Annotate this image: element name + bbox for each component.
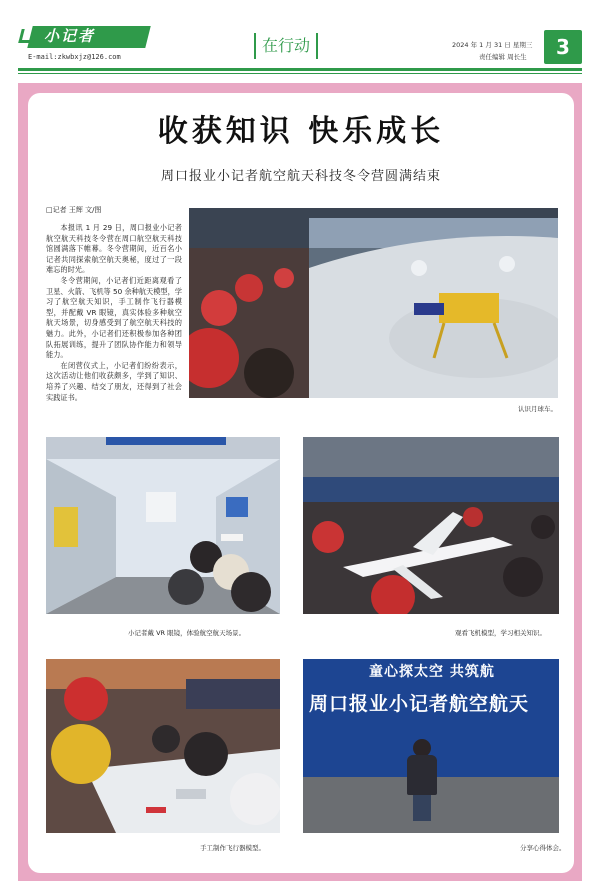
article-paragraph: 冬令营期间，小记者们近距离观看了卫星、火箭、飞机等 50 余种航天模型，学习了航空航天知识，手工制作飞行器模型，并配戴 VR 眼镜，真实体验多种航空航天场景，切身感受到了航空航天科技的魅力。此外，小记者们还积极参加各种团队拓展训练，提升了团队协作能力和领导能力。 — [46, 275, 182, 360]
article-paragraph: 在闭营仪式上，小记者们纷纷表示，这次活动让他们收获颇多，学到了知识、培养了兴趣、结交了朋友，还得到了社会实践证书。 — [46, 360, 182, 402]
article-body — [46, 223, 182, 403]
photo5-child-legs — [413, 795, 431, 821]
subheadline: 周口报业小记者航空航天科技冬令营圆满结束 — [160, 169, 441, 184]
photo-vr-experience — [46, 437, 280, 614]
page-number: 3 — [544, 30, 582, 64]
masthead — [0, 0, 600, 72]
photo-handmade-model — [46, 659, 280, 833]
masthead-rule-thin — [18, 73, 582, 74]
caption-photo-airplane-model: 观看飞机模型，学习相关知识。 — [455, 629, 546, 637]
caption-photo-sharing-session: 分享心得体会。 — [520, 844, 566, 852]
masthead-rule-thick — [18, 68, 582, 71]
issue-date: 2024 年 1 月 31 日 星期三 — [452, 41, 533, 49]
byline: □记者 王辉 文/图 — [46, 206, 102, 214]
photo5-child-body — [407, 755, 437, 795]
photo-airplane-model — [303, 437, 559, 614]
headline: 收获知识 快乐成长 — [157, 114, 445, 149]
caption-photo-handmade-model: 手工制作飞行器模型。 — [200, 844, 265, 852]
section-title: 在行动 — [254, 33, 318, 59]
responsible-editor: 责任编辑 周长生 — [479, 53, 527, 61]
logo-text: 小记者 — [44, 27, 96, 45]
photo5-banner-line2: 周口报业小记者航空航天 — [309, 693, 530, 715]
contact-email[interactable]: E-mail:zkwbxjz@126.com — [28, 53, 121, 61]
photo-lunar-rover — [189, 208, 558, 398]
caption-photo-lunar-rover: 认识月球车。 — [518, 405, 557, 413]
photo5-banner-line1: 童心探太空 共筑航 — [369, 664, 495, 680]
article-paragraph: 本报讯 1 月 29 日，周口报业小记者航空航天科技冬令营在周口航空航天科技馆圆满落下帷幕。冬令营期间，近百名小记者共同探索航空航天奥秘，度过了一段难忘的时光。 — [46, 223, 182, 275]
photo-sharing-session — [303, 659, 559, 833]
caption-photo-vr-experience: 小记者戴 VR 眼镜，体验航空航天场景。 — [128, 629, 246, 637]
